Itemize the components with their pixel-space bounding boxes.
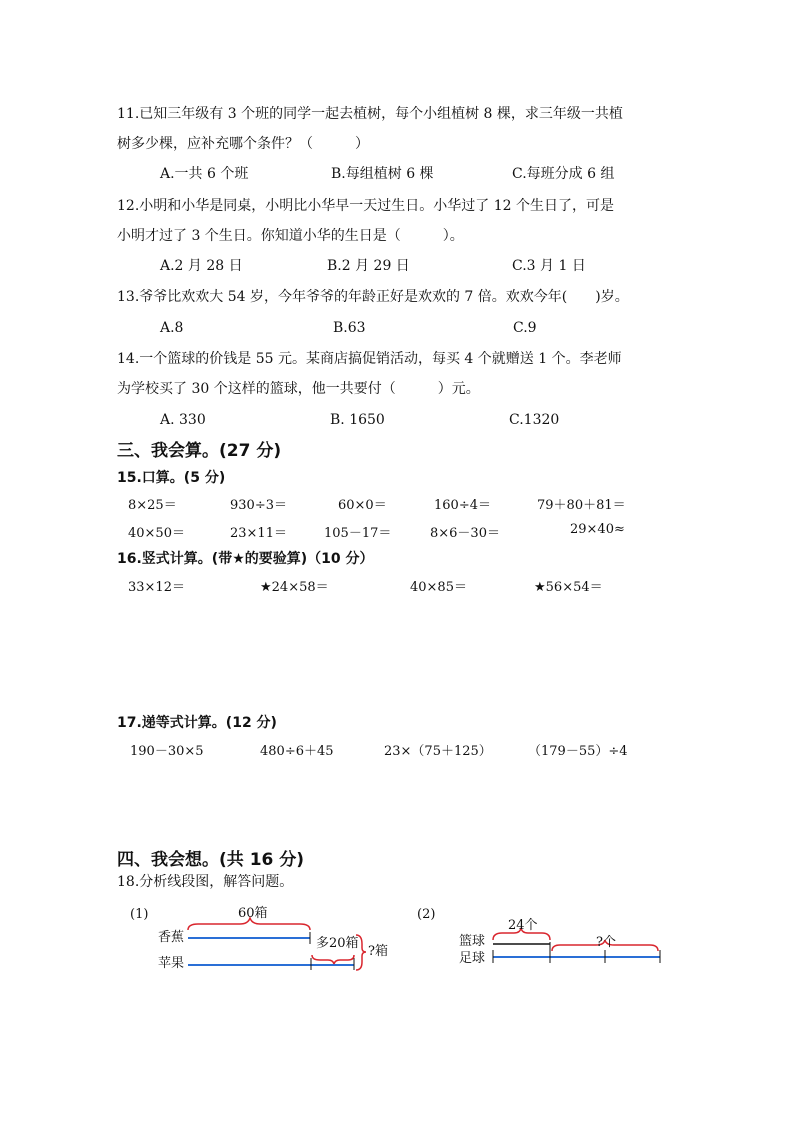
q14-option-a: A. 330 bbox=[160, 412, 206, 428]
q16-item: 33×12＝ bbox=[128, 580, 185, 595]
q15-item: 8×6－30＝ bbox=[430, 526, 500, 541]
q11-option-a: A.一共 6 个班 bbox=[160, 166, 249, 182]
diagram-1-question: ?箱 bbox=[368, 944, 388, 959]
q15-item: 105－17＝ bbox=[324, 526, 392, 541]
q15-item: 23×11＝ bbox=[230, 526, 287, 541]
q11-option-b: B.每组植树 6 棵 bbox=[331, 166, 434, 182]
q15-item: 160÷4＝ bbox=[434, 498, 491, 513]
q15-item: 40×50＝ bbox=[128, 526, 185, 541]
q12-option-a: A.2 月 28 日 bbox=[160, 258, 243, 274]
q15-item: 79＋80＋81＝ bbox=[537, 498, 626, 513]
q11-line2: 树多少棵，应补充哪个条件？（ ） bbox=[117, 136, 369, 152]
q16-item: ★56×54＝ bbox=[534, 580, 603, 595]
q17-item: 480÷6＋45 bbox=[260, 744, 334, 759]
q12-option-b: B.2 月 29 日 bbox=[327, 258, 410, 274]
q18-title: 18.分析线段图，解答问题。 bbox=[117, 874, 294, 890]
q17-item: （179－55）÷4 bbox=[528, 744, 628, 759]
q14-option-c: C.1320 bbox=[509, 412, 560, 428]
q15-item: 29×40≈ bbox=[570, 522, 625, 537]
q15-item: 930÷3＝ bbox=[230, 498, 287, 513]
diagram-1-top-label: 60箱 bbox=[238, 906, 268, 921]
q15-title: 15.口算。(5 分) bbox=[117, 470, 226, 486]
brace-more bbox=[312, 955, 354, 964]
diagram-2-row1-label: 篮球 bbox=[459, 934, 486, 949]
diagram-1-number: (1) bbox=[130, 907, 149, 922]
diagram-2-question: ?个 bbox=[596, 935, 616, 950]
q11-option-c: C.每班分成 6 组 bbox=[512, 166, 615, 182]
q17-item: 23×（75＋125） bbox=[384, 744, 492, 759]
q16-item: ★24×58＝ bbox=[260, 580, 329, 595]
q11-line1: 11.已知三年级有 3 个班的同学一起去植树，每个小组植树 8 棵，求三年级一共植 bbox=[117, 106, 623, 122]
q14-line2: 为学校买了 30 个这样的篮球，他一共要付（ ）元。 bbox=[117, 381, 480, 397]
q13-option-c: C.9 bbox=[513, 320, 537, 336]
section-4-heading: 四、我会想。(共 16 分) bbox=[117, 850, 305, 870]
q14-line1: 14.一个篮球的价钱是 55 元。某商店搞促销活动，每买 4 个就赠送 1 个。李老师 bbox=[117, 351, 622, 367]
diagram-2 bbox=[493, 928, 660, 963]
diagram-1-row1-label: 香蕉 bbox=[158, 930, 185, 945]
q12-option-c: C.3 月 1 日 bbox=[512, 258, 586, 274]
q13-line1: 13.爷爷比欢欢大 54 岁，今年爷爷的年龄正好是欢欢的 7 倍。欢欢今年( )岁。 bbox=[117, 289, 629, 305]
q13-option-b: B.63 bbox=[333, 320, 366, 336]
diagram-1-more-label: 多20箱 bbox=[316, 936, 359, 951]
diagram-2-row2-label: 足球 bbox=[459, 951, 486, 966]
q15-item: 8×25＝ bbox=[128, 498, 177, 513]
q12-line2: 小明才过了 3 个生日。你知道小华的生日是（ ）。 bbox=[117, 228, 464, 244]
diagram-1-row2-label: 苹果 bbox=[158, 956, 185, 971]
q12-line1: 12.小明和小华是同桌，小明比小华早一天过生日。小华过了 12 个生日了，可是 bbox=[117, 198, 614, 214]
q13-option-a: A.8 bbox=[160, 320, 184, 336]
q17-item: 190－30×5 bbox=[130, 744, 204, 759]
q16-item: 40×85＝ bbox=[410, 580, 467, 595]
section-3-heading: 三、我会算。(27 分) bbox=[117, 441, 282, 461]
q14-option-b: B. 1650 bbox=[330, 412, 385, 428]
diagram-2-number: (2) bbox=[417, 907, 436, 922]
q17-title: 17.递等式计算。(12 分) bbox=[117, 715, 277, 731]
q15-item: 60×0＝ bbox=[338, 498, 387, 513]
diagram-2-top-label: 24个 bbox=[508, 918, 538, 933]
q16-title: 16.竖式计算。(带★的要验算)（10 分） bbox=[117, 551, 374, 567]
